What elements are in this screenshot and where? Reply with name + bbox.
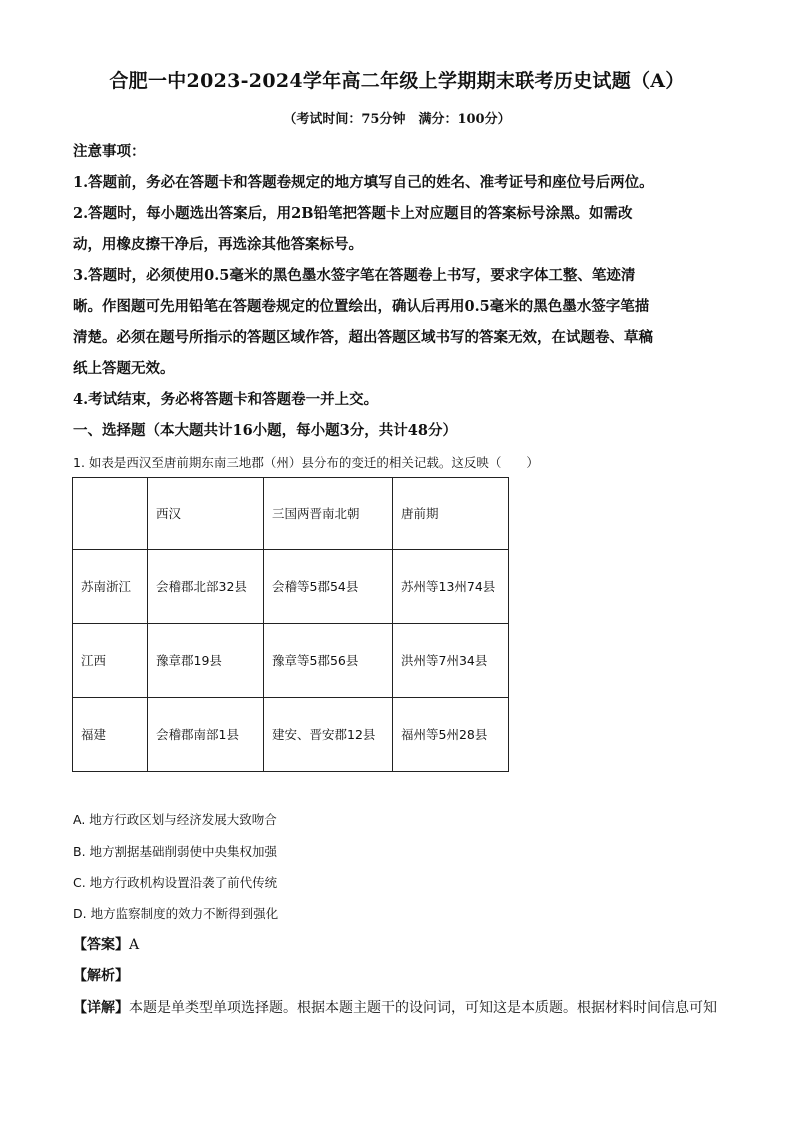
option-a: A. 地方行政区划与经济发展大致吻合 (73, 812, 277, 827)
answer-line (73, 934, 139, 954)
table-row (73, 550, 509, 624)
table-row (73, 624, 509, 698)
table-cell: 西汉 (148, 478, 264, 550)
table-row (73, 698, 509, 772)
option-c: C. 地方行政机构设置沿袭了前代传统 (73, 875, 278, 890)
table-cell: 苏南浙江 (73, 550, 148, 624)
table-cell: 建安、晋安郡12县 (264, 698, 393, 772)
notice-line: 4.考试结束，务必将答题卡和答题卷一并上交。 (73, 391, 379, 408)
table-cell: 三国两晋南北朝 (264, 478, 393, 550)
notice-heading: 注意事项： (73, 143, 146, 160)
question-stem: 1. 如表是西汉至唐前期东南三地郡（州）县分布的变迁的相关记载。这反映（ ） (73, 455, 539, 470)
detail-text: 本题是单类型单项选择题。根据本题主题干的设问词，可知这是本质题。根据材料时间信息可知 (129, 1000, 717, 1016)
detail-label: 【详解】 (73, 1000, 129, 1016)
table-cell: 会稽郡南部1县 (148, 698, 264, 772)
table-cell: 唐前期 (393, 478, 509, 550)
notice-line: 清楚。必须在题号所指示的答题区域作答，超出答题区域书写的答案无效，在试题卷、草稿 (73, 329, 653, 346)
table-cell: 苏州等13州74县 (393, 550, 509, 624)
answer-value: A (129, 937, 140, 953)
option-d: D. 地方监察制度的效力不断得到强化 (73, 906, 279, 921)
detail-line (73, 997, 733, 1017)
data-table (72, 477, 509, 772)
notice-line: 2.答题时，每小题选出答案后，用2B铅笔把答题卡上对应题目的答案标号涂黑。如需改 (73, 205, 633, 222)
notice-line: 晰。作图题可先用铅笔在答题卷规定的位置绘出，确认后再用0.5毫米的黑色墨水签字笔描 (73, 298, 650, 315)
notice-line: 1.答题前，务必在答题卡和答题卷规定的地方填写自己的姓名、准考证号和座位号后两位。 (73, 174, 654, 191)
table-cell (73, 478, 148, 550)
table-cell: 福州等5州28县 (393, 698, 509, 772)
analysis-label: 【解析】 (73, 968, 129, 984)
table-cell: 会稽等5郡54县 (264, 550, 393, 624)
notice-section (73, 136, 733, 446)
table-cell: 福建 (73, 698, 148, 772)
analysis-line (73, 965, 129, 985)
table-cell: 会稽郡北部32县 (148, 550, 264, 624)
notice-line: 纸上答题无效。 (73, 360, 175, 377)
section-heading: 一、选择题（本大题共计16小题，每小题3分，共计48分） (73, 422, 457, 439)
table-cell: 豫章等5郡56县 (264, 624, 393, 698)
exam-subtitle: （考试时间：75分钟 满分：100分） (283, 112, 511, 127)
table-cell: 江西 (73, 624, 148, 698)
option-b: B. 地方割据基础削弱使中央集权加强 (73, 844, 278, 859)
notice-line: 3.答题时，必须使用0.5毫米的黑色墨水签字笔在答题卷上书写，要求字体工整、笔迹清 (73, 267, 636, 284)
table-cell: 豫章郡19县 (148, 624, 264, 698)
notice-line: 动，用橡皮擦干净后，再选涂其他答案标号。 (73, 236, 363, 253)
exam-title: 合肥一中2023-2024学年高二年级上学期期末联考历史试题（A） (109, 70, 685, 92)
answer-label: 【答案】 (73, 937, 129, 953)
table-cell: 洪州等7州34县 (393, 624, 509, 698)
table-header-row (73, 478, 509, 550)
